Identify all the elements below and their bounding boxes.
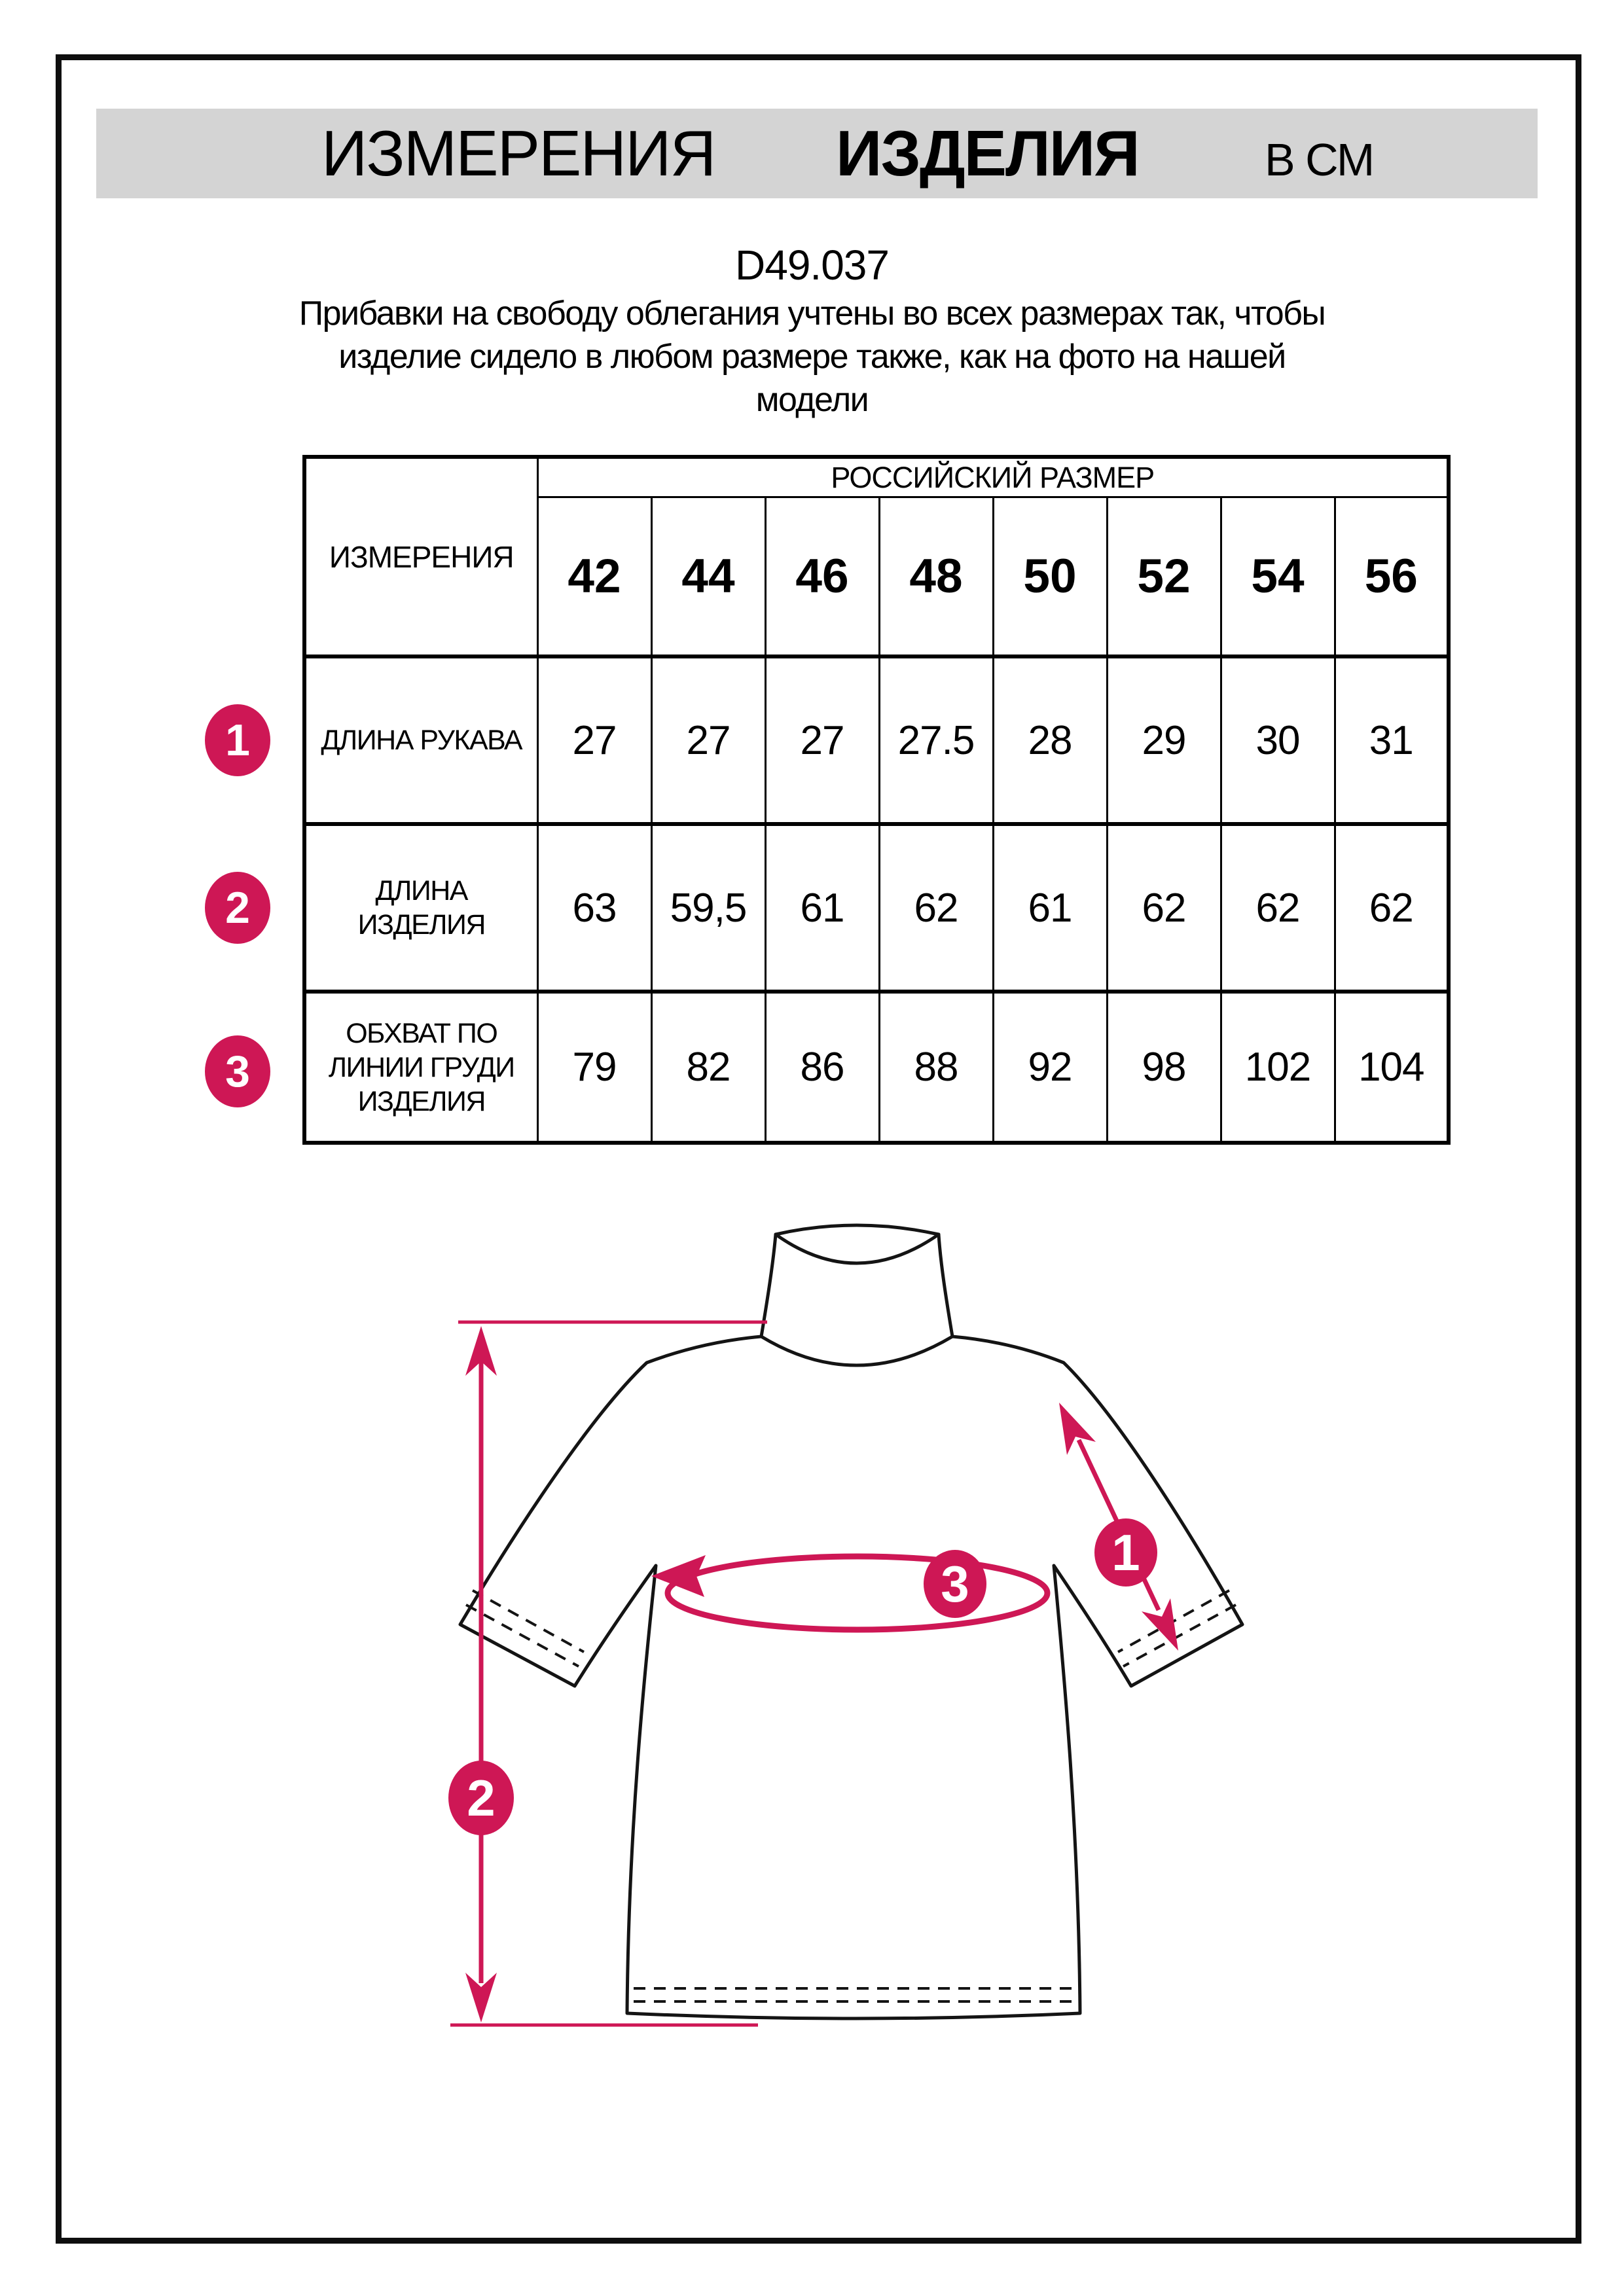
- size-col-50: 50: [993, 497, 1107, 657]
- intro-line-3: модели: [755, 381, 869, 419]
- cell-value: 30: [1221, 656, 1335, 824]
- model-code: D49.037: [735, 242, 889, 289]
- row-label-chest-girth: [304, 992, 537, 1143]
- row-marker-2: 2: [205, 872, 270, 944]
- row-label-line: ОБХВАТ ПО: [346, 1017, 497, 1049]
- cell-value: 63: [537, 824, 651, 992]
- header-bar: [96, 109, 1538, 198]
- cell-value: 62: [879, 824, 993, 992]
- diagram-marker-3: 3: [941, 1555, 969, 1613]
- intro-paragraph: [131, 292, 1493, 422]
- row-label-line: ИЗДЕЛИЯ: [357, 1085, 485, 1117]
- row-label-line: ИЗДЕЛИЯ: [357, 909, 485, 941]
- row-label-line: ЛИНИИ ГРУДИ: [328, 1051, 514, 1083]
- cell-value: 88: [879, 992, 993, 1143]
- size-col-56: 56: [1335, 497, 1449, 657]
- diagram-marker-1: 1: [1111, 1524, 1140, 1581]
- cell-value: 27: [651, 656, 765, 824]
- size-col-48: 48: [879, 497, 993, 657]
- cell-value: 79: [537, 992, 651, 1143]
- cell-value: 61: [765, 824, 879, 992]
- cell-value: 62: [1221, 824, 1335, 992]
- cell-value: 92: [993, 992, 1107, 1143]
- table-row-sleeve-length: [304, 656, 1449, 824]
- table-row-product-length: [304, 824, 1449, 992]
- cell-value: 102: [1221, 992, 1335, 1143]
- garment-diagram: [406, 1198, 1283, 2062]
- cell-value: 62: [1335, 824, 1449, 992]
- header-title-measurements: ИЗМЕРЕНИЯ: [321, 117, 715, 189]
- garment-outline: [460, 1225, 1242, 2018]
- cell-value: 104: [1335, 992, 1449, 1143]
- row-label-line: ДЛИНА: [375, 875, 467, 906]
- cell-value: 62: [1107, 824, 1221, 992]
- size-header: РОССИЙСКИЙ РАЗМЕР: [537, 457, 1449, 497]
- cell-value: 31: [1335, 656, 1449, 824]
- row-label-sleeve-length: [304, 656, 537, 824]
- size-table: [302, 455, 1451, 1145]
- cell-value: 82: [651, 992, 765, 1143]
- cell-value: 27.5: [879, 656, 993, 824]
- size-col-52: 52: [1107, 497, 1221, 657]
- size-col-54: 54: [1221, 497, 1335, 657]
- header-title-product: ИЗДЕЛИЯ: [836, 117, 1139, 189]
- table-row-chest-girth: [304, 992, 1449, 1143]
- size-col-42: 42: [537, 497, 651, 657]
- cell-value: 61: [993, 824, 1107, 992]
- cell-value: 59,5: [651, 824, 765, 992]
- size-col-46: 46: [765, 497, 879, 657]
- cell-value: 27: [765, 656, 879, 824]
- row-label-product-length: [304, 824, 537, 992]
- cell-value: 29: [1107, 656, 1221, 824]
- row-label-line: ДЛИНА РУКАВА: [321, 725, 522, 756]
- cell-value: 86: [765, 992, 879, 1143]
- row-marker-1: 1: [205, 704, 270, 776]
- cell-value: 27: [537, 656, 651, 824]
- diagram-marker-2: 2: [467, 1769, 496, 1827]
- cell-value: 28: [993, 656, 1107, 824]
- size-col-44: 44: [651, 497, 765, 657]
- table-corner-label: ИЗМЕРЕНИЯ: [304, 457, 537, 656]
- row-marker-3: 3: [205, 1035, 270, 1107]
- intro-line-2: изделие сидело в любом размере также, как на фото на нашей: [338, 338, 1286, 376]
- header-units-label: В СМ: [1265, 134, 1374, 185]
- intro-line-1: Прибавки на свободу облегания учтены во всех размерах так, чтобы: [298, 295, 1326, 332]
- cell-value: 98: [1107, 992, 1221, 1143]
